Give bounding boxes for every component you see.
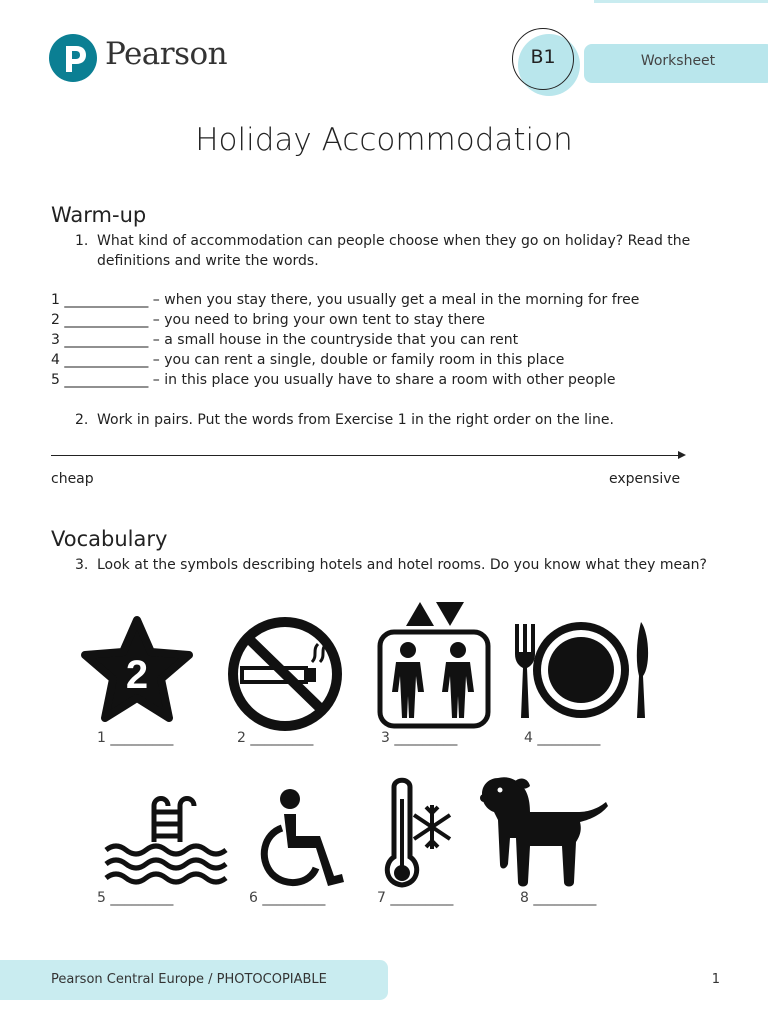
pearson-logo-icon (49, 34, 97, 82)
worksheet-label: Worksheet (640, 53, 716, 69)
vocabulary-heading: Vocabulary (51, 527, 168, 551)
ex3-number: 3. (75, 557, 89, 573)
symbol-caption: 4 _________ (524, 730, 601, 746)
definition-item: 2 ____________ – you need to bring your own tent to stay there (51, 312, 485, 328)
definition-item: 3 ____________ – a small house in the countryside that you can rent (51, 332, 519, 348)
symbol-caption: 8 _________ (520, 890, 597, 906)
page-number: 1 (711, 972, 720, 987)
ex3-instruction: Look at the symbols describing hotels and hotel rooms. Do you know what they mean? (97, 557, 707, 573)
symbol-caption: 7 _________ (377, 890, 454, 906)
page-title: Holiday Accommodation (195, 122, 573, 158)
price-scale-line (51, 455, 679, 456)
air-conditioning-icon (384, 779, 454, 889)
arrow-right-icon (678, 451, 686, 459)
wheelchair-access-icon (258, 788, 348, 888)
lift-icon (374, 600, 494, 730)
ex1-instruction-line2: definitions and write the words. (97, 253, 319, 269)
pets-allowed-icon (480, 776, 612, 888)
top-accent-strip (594, 0, 768, 3)
definition-item: 4 ____________ – you can rent a single, double or family room in this place (51, 352, 565, 368)
symbol-caption: 6 _________ (249, 890, 326, 906)
definition-item: 1 ____________ – when you stay there, you usually get a meal in the morning for free (51, 292, 640, 308)
brand-name: Pearson (105, 36, 228, 72)
two-star-icon (77, 614, 197, 724)
warmup-heading: Warm-up (51, 203, 147, 227)
level-label: B1 (530, 46, 556, 68)
ex2-instruction: Work in pairs. Put the words from Exercise 1 in the right order on the line. (97, 412, 614, 428)
ex2-number: 2. (75, 412, 89, 428)
scale-label-expensive: expensive (609, 471, 681, 487)
symbol-caption: 3 _________ (381, 730, 458, 746)
star-number: 2 (125, 653, 149, 697)
restaurant-icon (511, 620, 651, 720)
scale-label-cheap: cheap (51, 471, 94, 487)
ex1-instruction-line1: What kind of accommodation can people choose when they go on holiday? Read the (97, 233, 691, 249)
ex1-number: 1. (75, 233, 89, 249)
symbol-caption: 5 _________ (97, 890, 174, 906)
symbol-caption: 2 _________ (237, 730, 314, 746)
swimming-pool-icon (104, 794, 228, 886)
symbol-caption: 1 _________ (97, 730, 174, 746)
footer-text: Pearson Central Europe / PHOTOCOPIABLE (51, 972, 327, 987)
no-smoking-icon (226, 616, 346, 732)
definition-item: 5 ____________ – in this place you usually have to share a room with other people (51, 372, 616, 388)
